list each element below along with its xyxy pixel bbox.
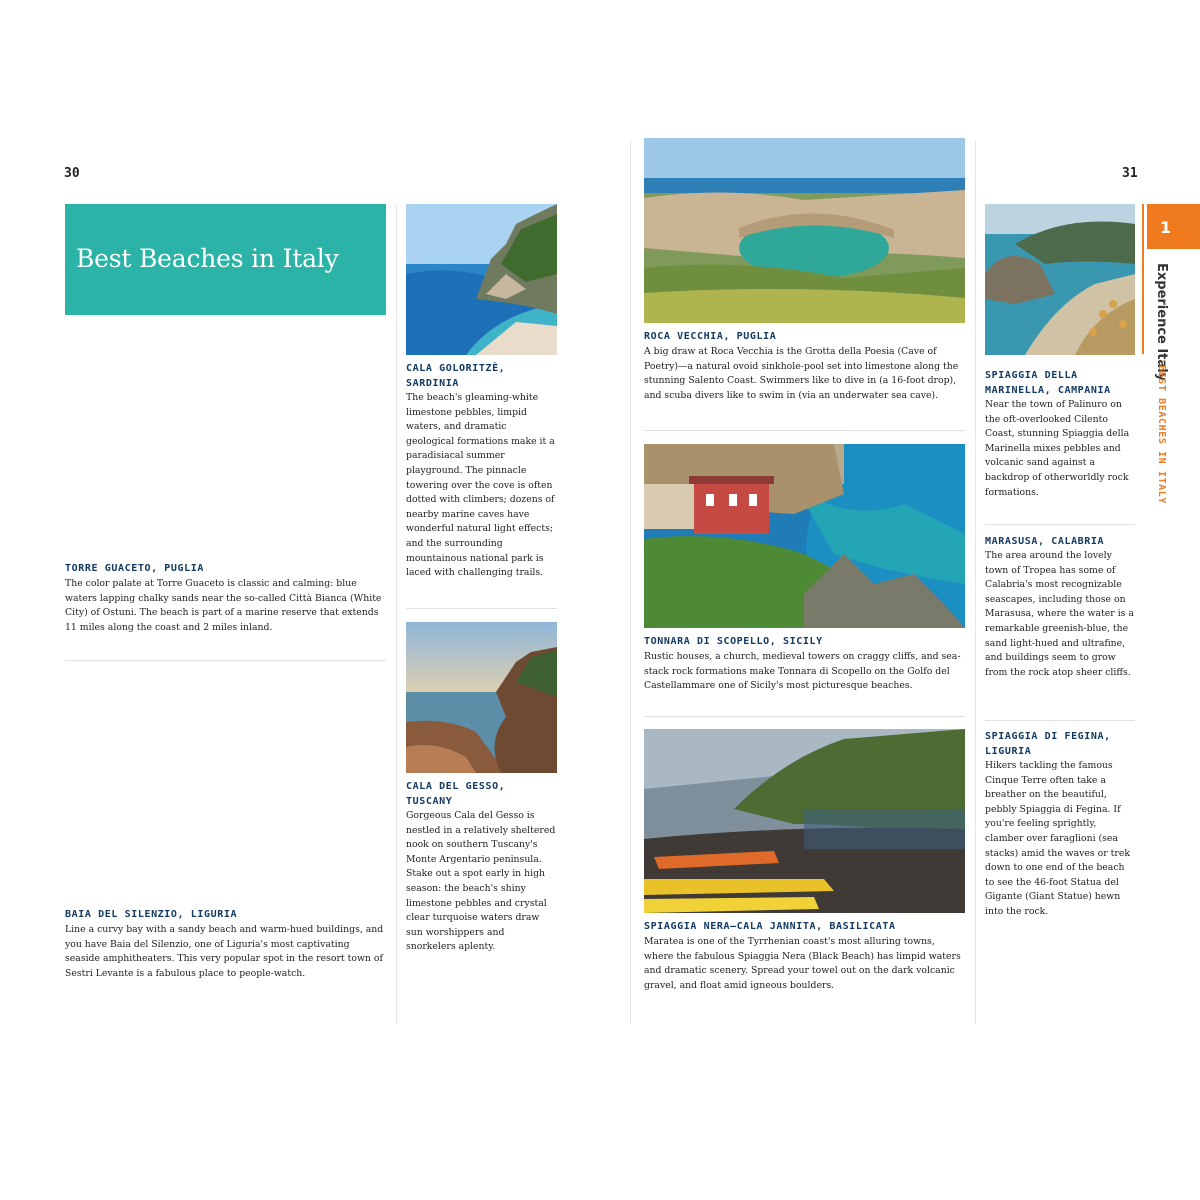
chapter-label: Experience Italy [1154, 263, 1169, 382]
entry-heading-fegina: SPIAGGIA DI FEGINA, LIGURIA [985, 731, 1111, 757]
entry-heading-marinella: SPIAGGIA DELLA MARINELLA, CAMPANIA [985, 370, 1111, 396]
entry-body-roca: A big draw at Roca Vecchia is the Grotta della Poesia (Cave of Poetry)—a natural ovoid sinkhole-pool set into limestone along the stunning Salento Coast. Swimmers like to dive in (a 16-foot drop), and scuba divers like to swim in (via an underwater sea cave). [644, 346, 959, 401]
chapter-number-tab [1147, 204, 1200, 249]
section-label: BEST BEACHES IN ITALY [1156, 365, 1167, 505]
entry-heading-nera: SPIAGGIA NERA–CALA JANNITA, BASILICATA [644, 921, 896, 932]
column-rule [630, 140, 631, 1024]
entry-body-fegina: Hikers tackling the famous Cinque Terre often take a breather on the beautiful, pebbly Spiaggia di Fegina. If you're feeling sprightly, clamber over faraglioni (sea stacks) amid the waves or trek down to one end of the beach to see the 46-foot Statua del Gigante (Giant Statue) hewn into the rock. [985, 760, 1130, 917]
entry-heading-baia: BAIA DEL SILENZIO, LIGURIA [65, 909, 238, 920]
page-title: Best Beaches in Italy [76, 244, 339, 273]
chapter-number: 1 [1160, 218, 1172, 237]
photo-tonnara-di-scopello [644, 444, 965, 628]
entry-body-marinella: Near the town of Palinuro on the oft-overlooked Cilento Coast, stunning Spiaggia della Marinella mixes pebbles and volcanic sand against a backdrop of otherworldly rock formations. [985, 399, 1130, 498]
page-number-right: 31 [1122, 166, 1138, 181]
photo-roca-vecchia [644, 138, 965, 323]
column-rule [396, 204, 397, 1024]
photo-cala-del-gesso [406, 622, 557, 773]
entry-body-tonnara: Rustic houses, a church, medieval towers on craggy cliffs, and sea-stack rock formations make Tonnara di Scopello on the Golfo del Castellammare one of Sicily's most picturesque beaches. [644, 651, 961, 692]
section-divider [406, 608, 557, 609]
entry-heading-tonnara: TONNARA DI SCOPELLO, SICILY [644, 636, 823, 647]
entry-body-nera: Maratea is one of the Tyrrhenian coast's most alluring towns, where the fabulous Spiaggia Nera (Black Beach) has limpid waters and dramatic scenery. Spread your towel out on the dark volcanic gravel, and float amid igneous boulders. [644, 936, 961, 991]
column-rule [975, 140, 976, 1024]
section-divider [985, 720, 1135, 721]
chapter-accent-line [1142, 204, 1144, 354]
section-divider [644, 430, 965, 431]
entry-body-torre: The color palate at Torre Guaceto is classic and calming: blue waters lapping chalky sands near the so-called Città Bianca (White City) of Ostuni. The beach is part of a marine reserve that extends 11 miles along the coast and 2 miles inland. [65, 578, 382, 633]
section-divider [985, 524, 1135, 525]
entry-heading-marasusa: MARASUSA, CALABRIA [985, 536, 1105, 547]
section-divider [644, 716, 965, 717]
photo-spiaggia-della-marinella [985, 204, 1135, 355]
section-divider [65, 660, 386, 661]
entry-heading-goloritze: CALA GOLORITZÈ, SARDINIA [406, 363, 506, 389]
entry-heading-gesso: CALA DEL GESSO, TUSCANY [406, 781, 506, 807]
photo-cala-goloritze [406, 204, 557, 355]
entry-heading-torre: TORRE GUACETO, PUGLIA [65, 563, 205, 574]
photo-spiaggia-nera [644, 729, 965, 913]
entry-body-gesso: Gorgeous Cala del Gesso is nestled in a relatively sheltered nook on southern Tuscany's Monte Argentario peninsula. Stake out a spot early in high season: the beach's shiny limestone pebbles and crystal clear turquoise waters draw sun worshippers and snorkelers aplenty. [406, 810, 556, 953]
entry-body-goloritze: The beach's gleaming-white limestone pebbles, limpid waters, and dramatic geological formations make it a paradisiacal summer playground. The pinnacle towering over the cove is often dotted with climbers; dozens of nearby marine caves have wonderful natural light effects; and the surrounding mountainous national park is laced with challenging trails. [406, 392, 555, 579]
entry-heading-roca: ROCA VECCHIA, PUGLIA [644, 331, 777, 342]
entry-body-marasusa: The area around the lovely town of Tropea has some of Calabria's most recognizable seascapes, including those on Marasusa, where the water is a remarkable greenish-blue, the sand light-hued and ultrafine, and buildings seem to grow from the rock atop sheer cliffs. [985, 550, 1134, 678]
page-number-left: 30 [64, 166, 80, 181]
entry-body-baia: Line a curvy bay with a sandy beach and warm-hued buildings, and you have Baia del Silenzio, one of Liguria's most captivating seaside amphitheaters. This very popular spot in the resort town of Sestri Levante is a fabulous place to people-watch. [65, 924, 384, 979]
title-banner [65, 204, 386, 315]
